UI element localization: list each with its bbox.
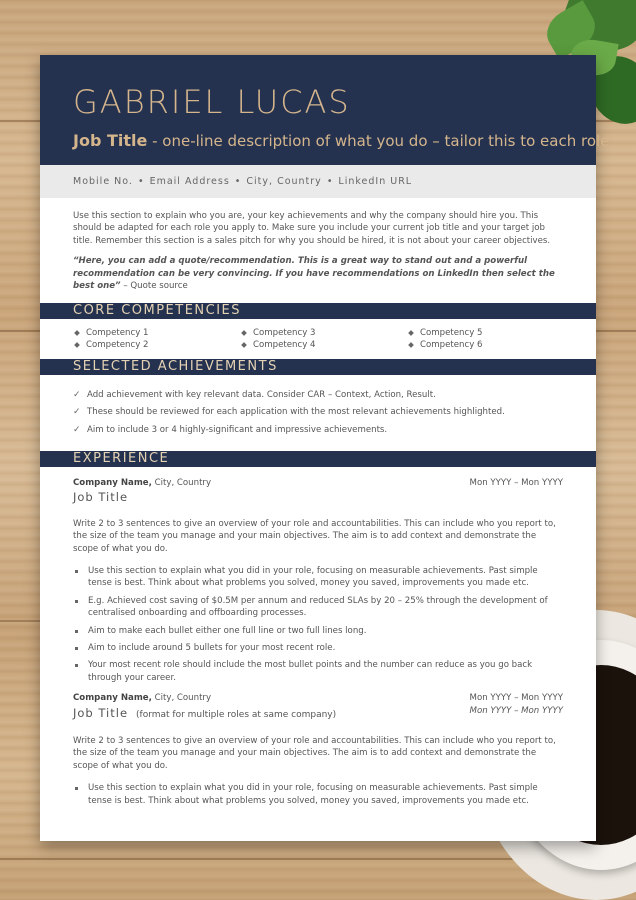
diamond-bullet-icon (408, 331, 414, 337)
company-line (73, 477, 211, 489)
candidate-name: GABRIEL LUCAS (73, 83, 351, 121)
competency-item (240, 339, 407, 351)
square-bullet-icon (75, 787, 78, 790)
contact-mobile: Mobile No. (73, 176, 133, 187)
achievement-item (73, 404, 563, 422)
competency-item (407, 339, 557, 351)
company-location: City, Country (151, 693, 212, 704)
role-bullet (73, 625, 563, 637)
diamond-bullet-icon (241, 331, 247, 337)
role-bullet (73, 642, 563, 654)
section-heading-experience: EXPERIENCE (40, 451, 596, 467)
square-bullet-icon (75, 630, 78, 633)
bullet-text: E.g. Achieved cost saving of $0.5M per annum and reduced SLAs by 20 – 25% through the development of centralised onboarding and offboarding processes. (88, 595, 548, 619)
role-title: Job Title (73, 490, 129, 505)
role-dates-alt: Mon YYYY – Mon YYYY (469, 705, 563, 716)
role-identity (73, 692, 336, 721)
square-bullet-icon (75, 647, 78, 650)
checkmark-icon: ✓ (73, 424, 81, 435)
role-title-line (73, 707, 336, 721)
resume-body (40, 210, 596, 807)
checkmark-icon: ✓ (73, 407, 81, 418)
resume-page (40, 55, 610, 841)
contact-email: Email Address (149, 176, 230, 187)
role-header (73, 477, 563, 504)
job-title: Job Title (73, 131, 148, 150)
square-bullet-icon (75, 570, 78, 573)
achievement-text: Add achievement with key relevant data. Consider CAR – Context, Action, Result. (87, 389, 436, 400)
role-identity (73, 477, 211, 504)
achievements-list (73, 375, 563, 451)
competency-label: Competency 6 (420, 340, 483, 351)
role-bullet (73, 595, 563, 620)
company-name: Company Name, (73, 693, 152, 704)
quote-text: “Here, you can add a quote/recommendation. This is a great way to stand out and a powerful recommendation can be very convincing. If you have recommendations on LinkedIn then select the best one” (73, 256, 555, 292)
square-bullet-icon (75, 600, 78, 603)
contact-city: City, Country (246, 176, 322, 187)
company-name: Company Name, (73, 477, 152, 488)
role-title-note: (format for multiple roles at same company) (136, 709, 337, 720)
job-title-line (73, 131, 610, 150)
achievement-text: These should be reviewed for each application with the most relevant achievements highlighted. (87, 407, 505, 418)
role-bullet (73, 659, 563, 684)
competency-label: Competency 4 (253, 340, 316, 351)
diamond-bullet-icon (74, 343, 80, 349)
recommendation-quote (73, 255, 563, 292)
competency-item (240, 327, 407, 339)
role-dates: Mon YYYY – Mon YYYY (469, 693, 563, 704)
competency-label: Competency 5 (420, 328, 483, 339)
bullet-text: Aim to include around 5 bullets for your most recent role. (88, 643, 336, 653)
section-heading-competencies: CORE COMPETENCIES (40, 303, 596, 319)
contact-linkedin: LinkedIn URL (338, 176, 413, 187)
achievement-item (73, 386, 563, 404)
contact-separator: • (326, 176, 334, 187)
contact-separator: • (137, 176, 145, 187)
company-line (73, 692, 336, 704)
role-bullets (73, 565, 563, 684)
contact-separator: • (234, 176, 242, 187)
role-overview: Write 2 to 3 sentences to give an overview of your role and accountabilities. This can include who you report to, the size of the team you manage and your main objectives. The aim is to add context and demonstrate the scope of what you do. (73, 518, 556, 554)
role-title: Job Title (73, 705, 129, 720)
competency-item (73, 327, 240, 339)
job-tagline: - one-line description of what you do – tailor this to each role (147, 132, 610, 150)
square-bullet-icon (75, 664, 78, 667)
quote-source: – Quote source (120, 281, 188, 292)
contact-bar (40, 165, 596, 198)
achievement-text: Aim to include 3 or 4 highly-significant and impressive achievements. (87, 424, 388, 435)
role-header (73, 692, 563, 721)
company-location: City, Country (151, 477, 212, 488)
bullet-text: Aim to make each bullet either one full line or two full lines long. (88, 625, 367, 636)
competency-label: Competency 2 (86, 340, 149, 351)
achievement-item (73, 421, 563, 439)
diamond-bullet-icon (74, 331, 80, 337)
competency-label: Competency 1 (86, 328, 149, 339)
experience-role (73, 692, 563, 807)
summary-paragraph: Use this section to explain who you are, your key achievements and why the company should hire you. This should be adapted for each role you apply to. Make sure you include your current job title and your target job title. Remember this section is a sales pitch for why you should be hired, it is not about your career objectives. (73, 211, 551, 246)
bullet-text: Use this section to explain what you did in your role, focusing on measurable achievements. Past simple tense is best. Think about what problems you solved, money you saved, improvements you made etc. (88, 783, 538, 806)
competency-label: Competency 3 (253, 328, 316, 339)
role-bullet (73, 565, 563, 590)
role-bullets (73, 782, 563, 807)
diamond-bullet-icon (408, 343, 414, 349)
role-overview: Write 2 to 3 sentences to give an overview of your role and accountabilities. This can include who you report to, the size of the team you manage and your main objectives. The aim is to add context and demonstrate the scope of what you do. (73, 736, 556, 771)
role-dates: Mon YYYY – Mon YYYY (469, 477, 563, 488)
section-heading-achievements: SELECTED ACHIEVEMENTS (40, 359, 596, 375)
competencies-grid (73, 319, 563, 359)
experience-role (73, 477, 563, 684)
resume-header (40, 55, 610, 165)
role-bullet (73, 782, 563, 807)
role-dates-block (470, 692, 563, 721)
competency-item (407, 327, 557, 339)
bullet-text: Use this section to explain what you did in your role, focusing on measurable achievements. Past simple tense is best. Think about what problems you solved, money you saved, improvements you made etc. (88, 565, 538, 589)
bullet-text: Your most recent role should include the most bullet points and the number can reduce as you go back through your career. (88, 660, 533, 683)
diamond-bullet-icon (241, 343, 247, 349)
competency-item (73, 339, 240, 351)
checkmark-icon: ✓ (73, 389, 81, 400)
